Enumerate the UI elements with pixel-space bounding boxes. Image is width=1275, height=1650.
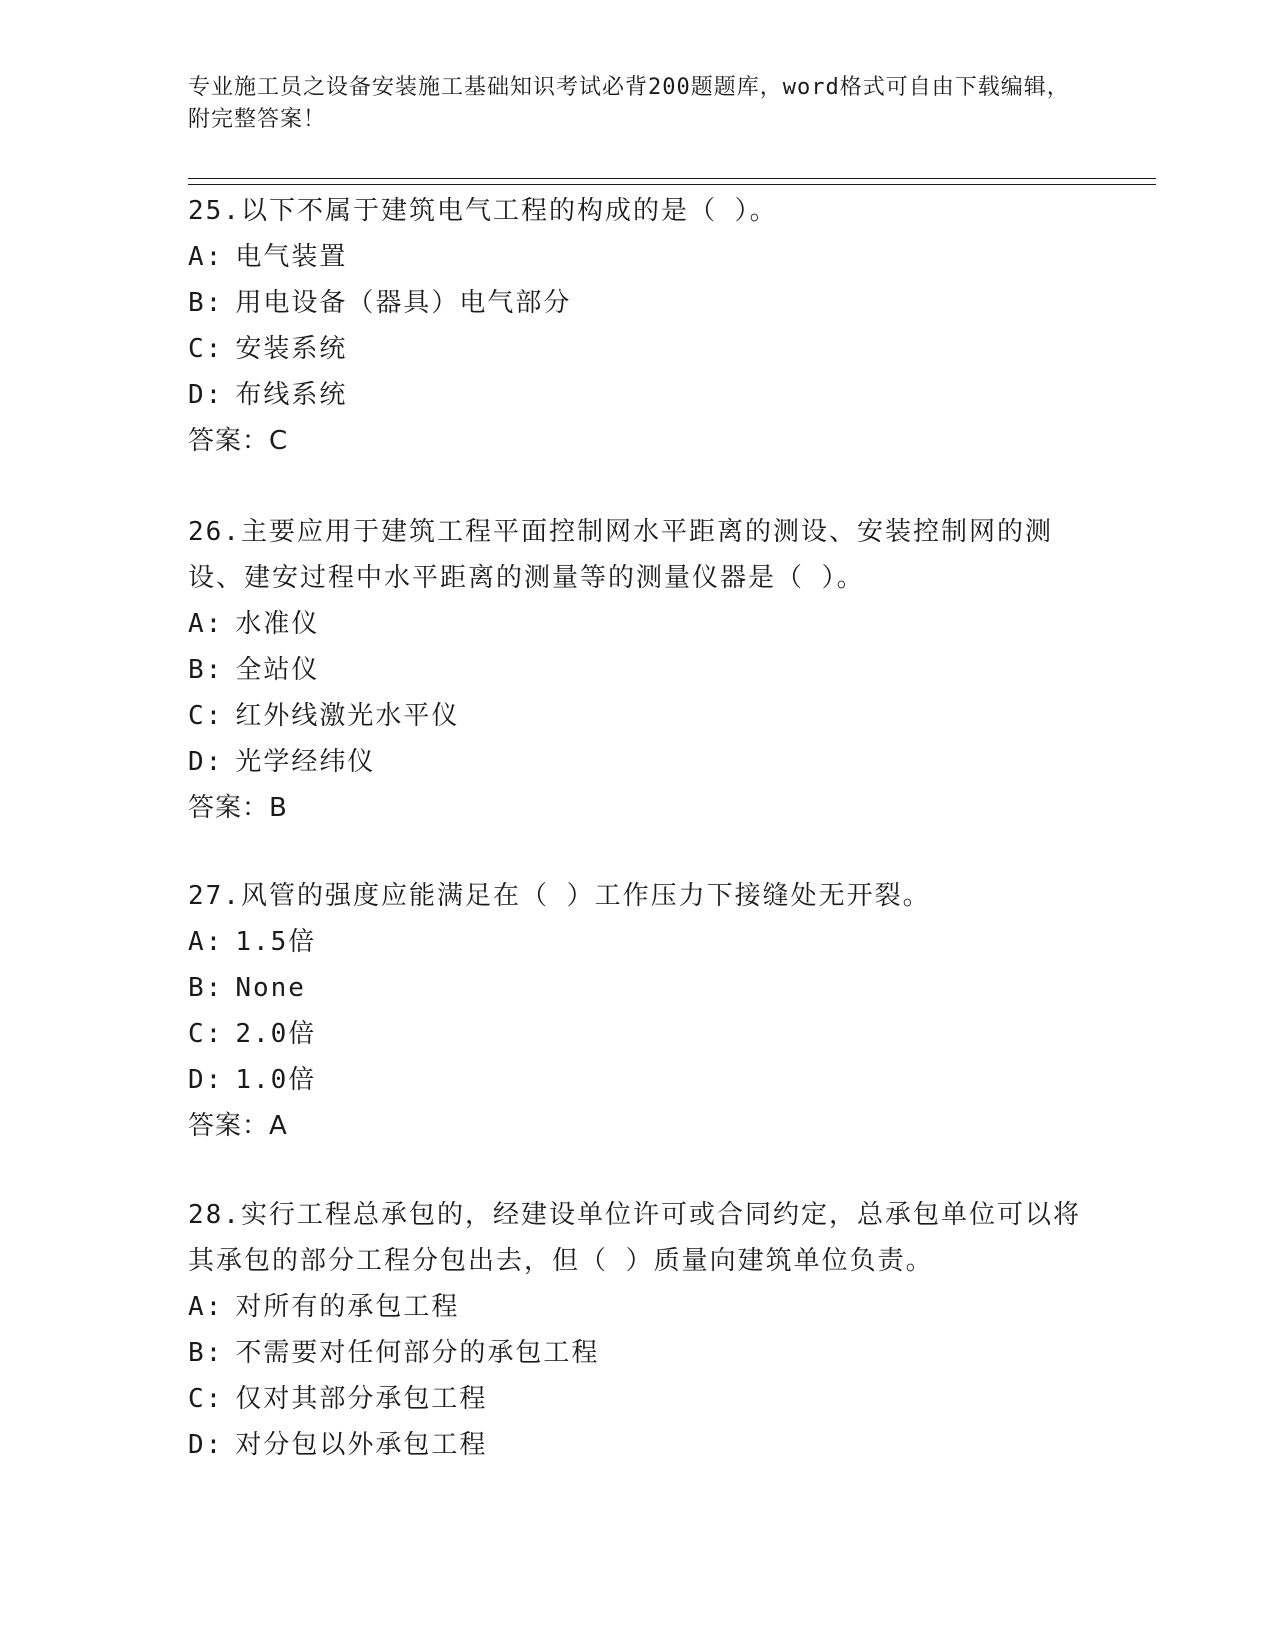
option-a [188,1284,1088,1330]
option-text: 1.5倍 [235,927,317,957]
option-letter: B: [188,288,224,318]
option-text: 布线系统 [235,380,348,410]
option-d [188,1422,1088,1468]
option-letter: B: [188,655,224,685]
option-text: 全站仪 [235,655,320,685]
option-b [188,965,1088,1011]
option-text: None [235,973,306,1003]
question-27 [188,873,1088,1149]
option-text: 对分包以外承包工程 [235,1430,488,1460]
option-text: 仅对其部分承包工程 [235,1384,488,1414]
question-stem: 27.风管的强度应能满足在（ ）工作压力下接缝处无开裂。 [188,881,931,911]
option-text: 安装系统 [235,334,348,364]
question-stem: 26.主要应用于建筑工程平面控制网水平距离的测设、安装控制网的测设、建安过程中水平距离的测量等的测量仪器是（ ）。 [188,517,1053,593]
option-text: 不需要对任何部分的承包工程 [235,1338,600,1368]
option-text: 对所有的承包工程 [235,1292,460,1322]
option-text: 水准仪 [235,609,320,639]
option-letter: B: [188,973,224,1003]
option-text: 1.0倍 [235,1065,317,1095]
option-a [188,601,1088,647]
option-a [188,919,1088,965]
option-letter: A: [188,927,224,957]
option-text: 光学经纬仪 [235,747,376,777]
option-text: 红外线激光水平仪 [235,701,460,731]
option-letter: D: [188,380,224,410]
question-26 [188,509,1088,831]
option-c [188,693,1088,739]
option-text: 2.0倍 [235,1019,317,1049]
option-c [188,1376,1088,1422]
option-text: 用电设备（器具）电气部分 [235,288,572,318]
option-letter: C: [188,1019,224,1049]
option-letter: D: [188,1430,224,1460]
header-divider-bottom [188,184,1156,185]
answer-label: 答案：B [188,793,288,823]
option-text: 电气装置 [235,242,348,272]
option-d [188,1057,1088,1103]
option-d [188,372,1088,418]
option-letter: B: [188,1338,224,1368]
option-letter: A: [188,1292,224,1322]
option-d [188,739,1088,785]
question-stem: 25.以下不属于建筑电气工程的构成的是（ ）。 [188,196,778,226]
question-25 [188,188,1088,464]
answer-label: 答案：C [188,426,289,456]
answer-label: 答案：A [188,1111,288,1141]
option-c [188,326,1088,372]
option-letter: C: [188,701,224,731]
option-a [188,234,1088,280]
header-divider-top [188,178,1156,179]
question-28 [188,1192,1088,1468]
option-letter: D: [188,747,224,777]
option-letter: A: [188,242,224,272]
document-header: 专业施工员之设备安装施工基础知识考试必背200题题库，word格式可自由下载编辑，附完整答案！ [188,75,1070,132]
question-stem: 28.实行工程总承包的，经建设单位许可或合同约定，总承包单位可以将其承包的部分工程分包出去，但（ ）质量向建筑单位负责。 [188,1200,1081,1276]
option-c [188,1011,1088,1057]
option-b [188,647,1088,693]
option-letter: C: [188,1384,224,1414]
option-b [188,280,1088,326]
option-letter: D: [188,1065,224,1095]
option-letter: A: [188,609,224,639]
option-b [188,1330,1088,1376]
option-letter: C: [188,334,224,364]
